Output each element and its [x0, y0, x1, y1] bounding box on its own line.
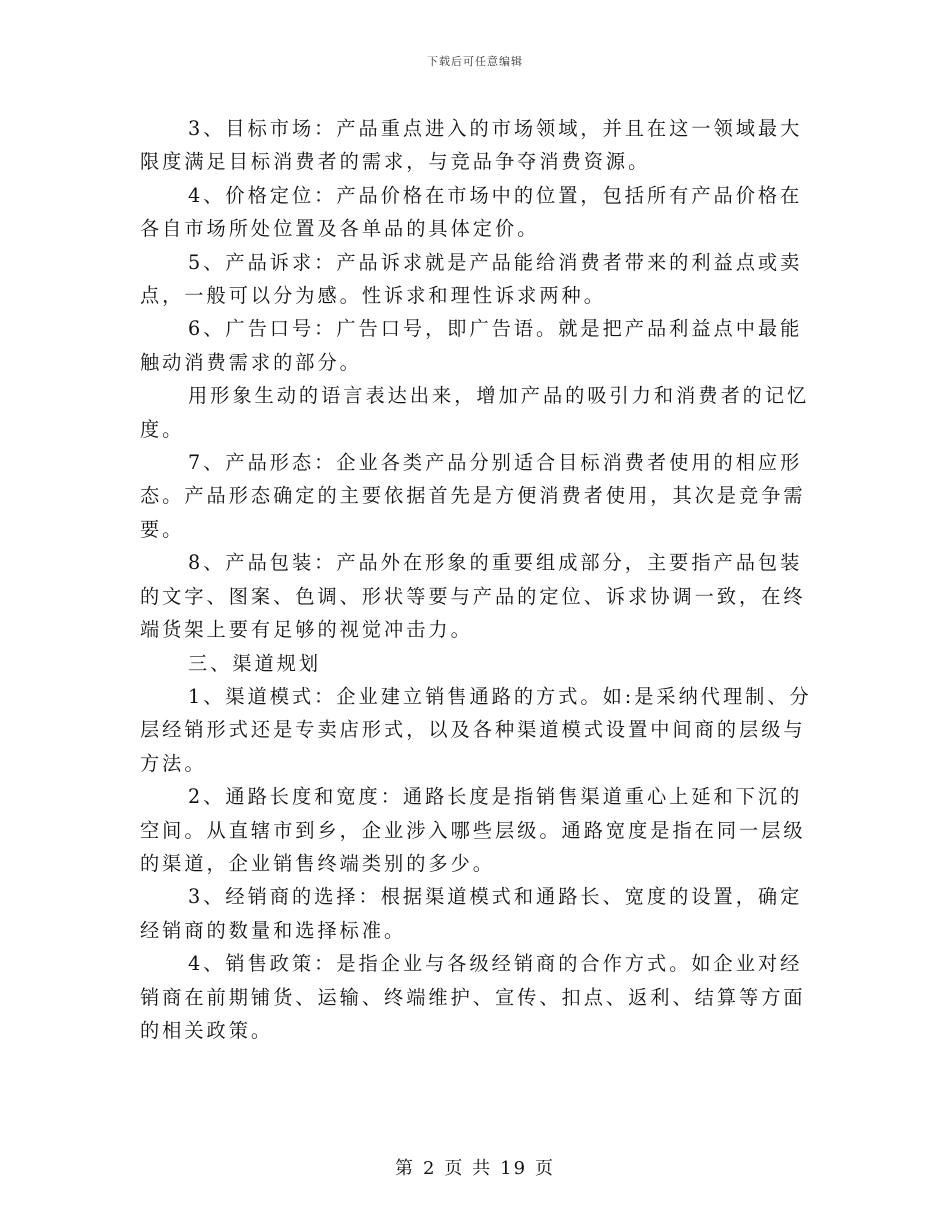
footer-current-page: 2 — [422, 1158, 437, 1179]
footer-middle: 页 共 — [444, 1158, 493, 1179]
page-footer — [0, 1154, 950, 1180]
header-note: 下载后可任意编辑 — [427, 55, 523, 68]
section-heading: 三、渠道规划 — [188, 651, 322, 675]
paragraph: 4、销售政策：是指企业与各级经销商的合作方式。如企业对经销商在前期铺货、运输、终端维护、宣传、扣点、返利、结算等方面的相关政策。 — [140, 952, 806, 1042]
body-text — [140, 112, 812, 1047]
paragraph: 3、经销商的选择：根据渠道模式和通路长、宽度的设置，确定经销商的数量和选择标准。 — [140, 885, 803, 942]
footer-prefix: 第 — [394, 1158, 415, 1179]
paragraph: 3、目标市场：产品重点进入的市场领域，并且在这一领域最大限度满足目标消费者的需求，与竞品争夺消费资源。 — [140, 117, 803, 174]
footer-suffix: 页 — [535, 1158, 556, 1179]
footer-total-pages: 19 — [500, 1158, 528, 1179]
paragraph: 7、产品形态：企业各类产品分别适合目标消费者使用的相应形态。产品形态确定的主要依据首先是方便消费者使用，其次是竞争需要。 — [140, 451, 806, 541]
paragraph: 4、价格定位：产品价格在市场中的位置，包括所有产品价格在各自市场所处位置及各单品的具体定价。 — [140, 183, 803, 241]
paragraph: 6、广告口号：广告口号，即广告语。就是把产品利益点中最能触动消费需求的部分。 — [140, 317, 803, 374]
paragraph: 1、渠道模式：企业建立销售通路的方式。如:是采纳代理制、分层经销形式还是专卖店形式，以及各种渠道模式设置中间商的层级与方法。 — [140, 684, 812, 775]
paragraph: 5、产品诉求：产品诉求就是产品能给消费者带来的利益点或卖点，一般可以分为感。性诉求和理性诉求两种。 — [140, 250, 803, 308]
paragraph: 2、通路长度和宽度：通路长度是指销售渠道重心上延和下沉的空间。从直辖市到乡，企业涉入哪些层级。通路宽度是指在同一层级的渠道，企业销售终端类别的多少。 — [140, 785, 806, 875]
paragraph: 8、产品包装：产品外在形象的重要组成部分，主要指产品包装的文字、图案、色调、形状等要与产品的定位、诉求协调一致，在终端货架上要有足够的视觉冲击力。 — [140, 551, 806, 642]
paragraph: 用形象生动的语言表达出来，增加产品的吸引力和消费者的记忆度。 — [140, 384, 810, 441]
